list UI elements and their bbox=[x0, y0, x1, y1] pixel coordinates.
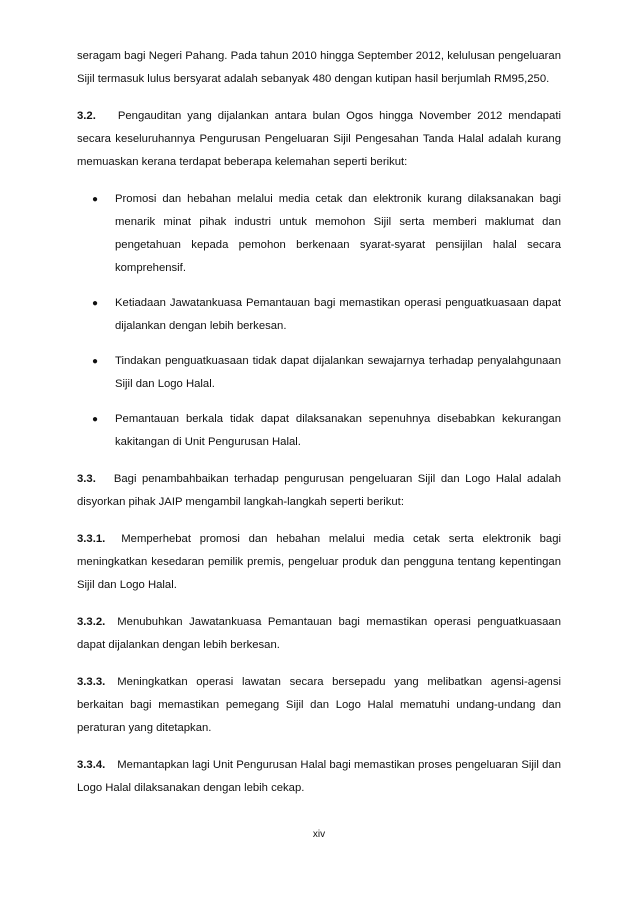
section-3-3-3-paragraph bbox=[77, 671, 561, 740]
bullet-icon: ● bbox=[92, 414, 99, 425]
finding-text: Tindakan penguatkuasaan tidak dapat dijalankan sewajarnya terhadap penyalahgunaan Sijil dan Logo Halal. bbox=[115, 355, 561, 390]
section-3-2-number: 3.2. bbox=[77, 110, 96, 122]
section-3-3-2-text: Menubuhkan Jawatankuasa Pemantauan bagi memastikan operasi penguatkuasaan dapat dijalankan dengan lebih berkesan. bbox=[77, 616, 561, 651]
bullet-icon: ● bbox=[92, 356, 99, 367]
section-3-2-paragraph bbox=[77, 105, 561, 174]
section-3-3-4-text: Memantapkan lagi Unit Pengurusan Halal bagi memastikan proses pengeluaran Sijil dan Logo Halal dilaksanakan dengan lebih cekap. bbox=[77, 759, 561, 794]
finding-text: Pemantauan berkala tidak dapat dilaksanakan sepenuhnya disebabkan kekurangan kakitangan di Unit Pengurusan Halal. bbox=[115, 413, 561, 448]
bullet-icon: ● bbox=[92, 194, 99, 205]
finding-item bbox=[77, 188, 561, 280]
section-3-3-2-number: 3.3.2. bbox=[77, 616, 106, 628]
section-3-3-3-number: 3.3.3. bbox=[77, 676, 106, 688]
section-3-3-text: Bagi penambahbaikan terhadap pengurusan pengeluaran Sijil dan Logo Halal adalah disyorkan pihak JAIP mengambil langkah-langkah seperti berikut: bbox=[77, 473, 561, 508]
section-3-3-4-number: 3.3.4. bbox=[77, 759, 106, 771]
finding-item bbox=[77, 350, 561, 396]
section-3-3-1-number: 3.3.1. bbox=[77, 533, 106, 545]
section-3-3-1-text: Memperhebat promosi dan hebahan melalui media cetak serta elektronik bagi meningkatkan kesedaran pemilik premis, pengeluar produk dan pengguna tentang kepentingan Sijil dan Logo Halal. bbox=[77, 533, 561, 591]
section-3-3-number: 3.3. bbox=[77, 473, 96, 485]
bullet-icon: ● bbox=[92, 298, 99, 309]
findings-bullet-list bbox=[77, 188, 561, 454]
section-3-3-1-paragraph bbox=[77, 528, 561, 597]
document-page bbox=[77, 45, 561, 800]
finding-item bbox=[77, 292, 561, 338]
finding-text: Promosi dan hebahan melalui media cetak dan elektronik kurang dilaksanakan bagi menarik minat pihak industri untuk memohon Sijil serta memberi maklumat dan pengetahuan kepada pemohon berkenaan syarat-syarat pensijilan halal secara komprehensif. bbox=[115, 193, 561, 274]
page-number: xiv bbox=[312, 829, 326, 840]
section-3-2-text: Pengauditan yang dijalankan antara bulan Ogos hingga November 2012 mendapati secara keseluruhannya Pengurusan Pengeluaran Sijil Pengesahan Tanda Halal adalah kurang memuaskan kerana terdapat beberapa kelemahan seperti berikut: bbox=[77, 110, 561, 168]
section-3-3-4-paragraph bbox=[77, 754, 561, 800]
section-3-3-3-text: Meningkatkan operasi lawatan secara bersepadu yang melibatkan agensi-agensi berkaitan bagi memastikan pemegang Sijil dan Logo Halal mematuhi undang-undang dan peraturan yang ditetapkan. bbox=[77, 676, 561, 734]
section-3-3-paragraph bbox=[77, 468, 561, 514]
intro-paragraph: seragam bagi Negeri Pahang. Pada tahun 2010 hingga September 2012, kelulusan pengeluaran Sijil termasuk lulus bersyarat adalah sebanyak 480 dengan kutipan hasil berjumlah RM95,250. bbox=[77, 50, 561, 85]
section-3-3-2-paragraph bbox=[77, 611, 561, 657]
finding-item bbox=[77, 408, 561, 454]
finding-text: Ketiadaan Jawatankuasa Pemantauan bagi memastikan operasi penguatkuasaan dapat dijalankan dengan lebih berkesan. bbox=[115, 297, 561, 332]
